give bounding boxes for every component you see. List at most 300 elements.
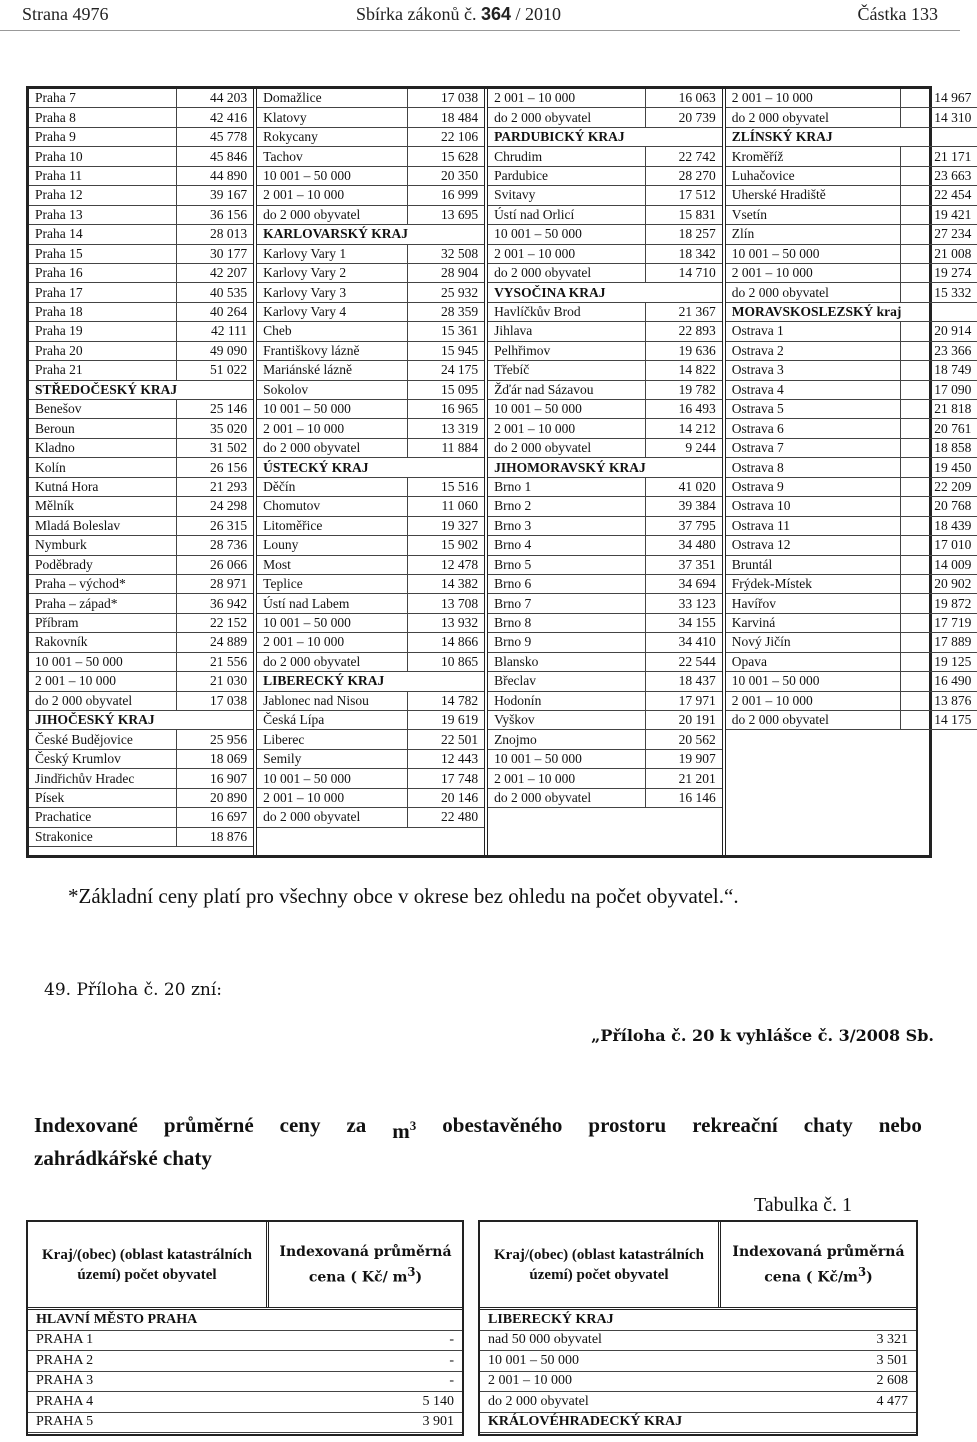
table-row bbox=[29, 478, 253, 497]
price-value: 15 361 bbox=[407, 322, 484, 340]
table-row bbox=[29, 89, 253, 108]
price-value: 34 410 bbox=[645, 633, 722, 651]
area-name: Sokolov bbox=[263, 381, 309, 397]
area-name: ÚSTECKÝ KRAJ bbox=[263, 459, 369, 475]
area-name: Praha – západ* bbox=[35, 595, 118, 611]
area-name: Benešov bbox=[35, 401, 82, 417]
area-name: Chrudim bbox=[494, 148, 543, 164]
table-row bbox=[28, 1413, 462, 1434]
price-value: 45 846 bbox=[176, 147, 253, 165]
price-value: 18 484 bbox=[407, 108, 484, 126]
price-value: 14 822 bbox=[645, 361, 722, 379]
table-row bbox=[480, 1372, 916, 1393]
table-row bbox=[29, 808, 253, 827]
price-value: 26 066 bbox=[176, 556, 253, 574]
table-row bbox=[726, 672, 977, 691]
price-value: 24 175 bbox=[407, 361, 484, 379]
table-row bbox=[257, 497, 484, 516]
price-value: 19 619 bbox=[407, 711, 484, 729]
area-name: Ostrava 4 bbox=[731, 381, 784, 397]
table-row bbox=[257, 750, 484, 769]
table-row bbox=[488, 225, 722, 244]
area-name: do 2 000 obyvatel bbox=[494, 265, 592, 281]
price-value: 23 663 bbox=[900, 167, 977, 185]
table-row bbox=[726, 614, 977, 633]
table-row bbox=[488, 730, 722, 749]
price-value: 20 191 bbox=[645, 711, 722, 729]
table-row bbox=[29, 206, 253, 225]
area-name: Mladá Boleslav bbox=[35, 517, 121, 533]
area-name: Kolín bbox=[35, 459, 66, 475]
price-value: 13 708 bbox=[407, 594, 484, 612]
area-name: Jihlava bbox=[494, 323, 533, 339]
title-word: rekreační bbox=[692, 1113, 778, 1137]
price-value: 31 502 bbox=[176, 439, 253, 457]
table-row bbox=[257, 594, 484, 613]
area-name: Liberec bbox=[263, 731, 305, 747]
area-name: do 2 000 obyvatel bbox=[494, 789, 592, 805]
table-row bbox=[29, 342, 253, 361]
table-row bbox=[29, 419, 253, 438]
area-name: STŘEDOČESKÝ KRAJ bbox=[35, 381, 178, 397]
price-value: 37 795 bbox=[645, 517, 722, 535]
area-name: Praha 19 bbox=[35, 323, 83, 339]
area-name: Brno 3 bbox=[494, 517, 532, 533]
price-value: 19 872 bbox=[900, 594, 977, 612]
table-row bbox=[488, 478, 722, 497]
area-name: 2 001 – 10 000 bbox=[731, 265, 813, 281]
table-row bbox=[726, 225, 977, 244]
price-value: 20 146 bbox=[407, 789, 484, 807]
title-word: průměrné bbox=[163, 1113, 254, 1137]
price-value: 17 719 bbox=[900, 614, 977, 632]
price-value: 42 111 bbox=[176, 322, 253, 340]
area-name: Karviná bbox=[731, 615, 776, 631]
area-name: 10 001 – 50 000 bbox=[731, 245, 820, 261]
table-row bbox=[257, 692, 484, 711]
area-name: 10 001 – 50 000 bbox=[263, 167, 351, 183]
area-name: Nový Jičín bbox=[731, 634, 791, 650]
table-column bbox=[257, 89, 488, 855]
area-name: Znojmo bbox=[494, 731, 537, 747]
price-value: 22 152 bbox=[176, 614, 253, 632]
price-value: 20 890 bbox=[176, 789, 253, 807]
price-value: 44 890 bbox=[176, 167, 253, 185]
area-name: 2 001 – 10 000 bbox=[263, 420, 345, 436]
price-value: 20 902 bbox=[900, 575, 977, 593]
table-caption: Tabulka č. 1 bbox=[753, 1194, 852, 1216]
price-value bbox=[177, 381, 253, 399]
price-value: 25 956 bbox=[176, 730, 253, 748]
area-name: Ústí nad Labem bbox=[263, 595, 350, 611]
table-row bbox=[726, 108, 977, 127]
price-value: 16 063 bbox=[645, 89, 722, 107]
price-value: 14 212 bbox=[645, 419, 722, 437]
area-name: Brno 6 bbox=[494, 576, 532, 592]
table-row bbox=[488, 536, 722, 555]
table-row bbox=[488, 206, 722, 225]
area-name: Ostrava 3 bbox=[731, 362, 784, 378]
table-row bbox=[28, 1351, 462, 1372]
price-value: 20 768 bbox=[900, 497, 977, 515]
table-row bbox=[488, 89, 722, 108]
table-row bbox=[257, 147, 484, 166]
table-row bbox=[29, 167, 253, 186]
table-row bbox=[29, 828, 253, 847]
table-row bbox=[726, 556, 977, 575]
area-name: Františkovy lázně bbox=[263, 342, 360, 358]
table-row bbox=[29, 147, 253, 166]
price-value: 26 315 bbox=[176, 517, 253, 535]
table-row bbox=[726, 283, 977, 302]
area-name: Příbram bbox=[35, 615, 79, 631]
header-region: Kraj/(obec) (oblast katastrálních území) počet obyvatel bbox=[28, 1222, 269, 1307]
price-value: 16 146 bbox=[645, 789, 722, 807]
area-name: Karlovy Vary 1 bbox=[263, 245, 347, 261]
price-value: 17 889 bbox=[900, 633, 977, 651]
table-row bbox=[726, 400, 977, 419]
table-row bbox=[480, 1392, 916, 1413]
price-value: 25 146 bbox=[176, 400, 253, 418]
area-name: Hodonín bbox=[494, 692, 542, 708]
table-row bbox=[480, 1331, 916, 1352]
price-value: 18 858 bbox=[900, 439, 977, 457]
area-name: Ostrava 5 bbox=[731, 401, 784, 417]
table-row bbox=[488, 653, 722, 672]
table-row bbox=[257, 439, 484, 458]
table-row bbox=[257, 575, 484, 594]
price-value bbox=[408, 672, 484, 690]
footnote: *Základní ceny platí pro všechny obce v okrese bez ohledu na počet obyvatel.“. bbox=[68, 884, 739, 908]
area-name: 10 001 – 50 000 bbox=[488, 1352, 579, 1368]
price-value: 16 493 bbox=[645, 400, 722, 418]
table-row bbox=[29, 517, 253, 536]
area-name: MORAVSKOSLEZSKÝ kraj bbox=[731, 304, 902, 320]
table-row bbox=[257, 400, 484, 419]
price-value: 20 761 bbox=[900, 419, 977, 437]
area-name: nad 50 000 obyvatel bbox=[488, 1332, 602, 1348]
region-heading-row bbox=[488, 128, 722, 147]
price-value: 14 009 bbox=[900, 556, 977, 574]
table-row bbox=[257, 556, 484, 575]
price-value: 14 967 bbox=[900, 89, 977, 107]
area-name: PRAHA 3 bbox=[36, 1373, 94, 1389]
price-value: 22 480 bbox=[407, 808, 484, 826]
area-name: LIBERECKÝ KRAJ bbox=[488, 1311, 614, 1327]
price-value: 24 298 bbox=[176, 497, 253, 515]
table-row bbox=[29, 303, 253, 322]
table-row bbox=[488, 322, 722, 341]
area-name: Ostrava 9 bbox=[731, 478, 784, 494]
area-name: Luhačovice bbox=[731, 167, 795, 183]
area-name: Praha 16 bbox=[35, 265, 83, 281]
price-value: 17 010 bbox=[900, 536, 977, 554]
area-name: České Budějovice bbox=[35, 731, 133, 747]
price-value: 32 508 bbox=[407, 245, 484, 263]
area-name: Brno 7 bbox=[494, 595, 532, 611]
table-row bbox=[257, 633, 484, 652]
price-value: 16 697 bbox=[176, 808, 253, 826]
table-row bbox=[488, 419, 722, 438]
price-value: 12 443 bbox=[407, 750, 484, 768]
area-name: Ostrava 10 bbox=[731, 498, 791, 514]
region-heading-row bbox=[29, 381, 253, 400]
area-name: 10 001 – 50 000 bbox=[263, 770, 351, 786]
price-value: 15 516 bbox=[407, 478, 484, 496]
table-row bbox=[257, 517, 484, 536]
table-column bbox=[488, 89, 726, 855]
table-row bbox=[726, 419, 977, 438]
table-row bbox=[29, 750, 253, 769]
price-value: 18 876 bbox=[176, 828, 253, 846]
price-value: 3 901 bbox=[422, 1414, 454, 1430]
area-name: 2 001 – 10 000 bbox=[494, 420, 576, 436]
region-heading-row bbox=[726, 128, 977, 147]
table-row bbox=[257, 614, 484, 633]
area-name: Praha – východ* bbox=[35, 576, 126, 592]
area-name: Praha 8 bbox=[35, 109, 76, 125]
right-index-table bbox=[478, 1220, 918, 1436]
area-name: Litoměřice bbox=[263, 517, 323, 533]
header-price: Indexovaná průměrná cena ( $Kč/m^3$) bbox=[732, 1243, 905, 1286]
table-row bbox=[257, 128, 484, 147]
price-value: 21 030 bbox=[176, 672, 253, 690]
area-name: 2 001 – 10 000 bbox=[263, 634, 345, 650]
area-name: Rakovník bbox=[35, 634, 88, 650]
area-name: KRÁLOVÉHRADECKÝ KRAJ bbox=[488, 1414, 683, 1430]
area-name: Karlovy Vary 2 bbox=[263, 265, 347, 281]
region-heading-row bbox=[28, 1310, 462, 1331]
area-name: do 2 000 obyvatel bbox=[731, 284, 829, 300]
area-name: Beroun bbox=[35, 420, 75, 436]
area-name: do 2 000 obyvatel bbox=[263, 809, 361, 825]
price-value: 40 535 bbox=[176, 283, 253, 301]
table-row bbox=[29, 458, 253, 477]
table-row bbox=[29, 497, 253, 516]
price-value: 15 628 bbox=[407, 147, 484, 165]
area-name: Děčín bbox=[263, 478, 296, 494]
table-row bbox=[29, 633, 253, 652]
price-value: 34 155 bbox=[645, 614, 722, 632]
price-value: 13 932 bbox=[407, 614, 484, 632]
price-value bbox=[646, 128, 722, 146]
area-name: 2 001 – 10 000 bbox=[494, 770, 576, 786]
price-value bbox=[177, 711, 253, 729]
price-value: 28 971 bbox=[176, 575, 253, 593]
area-name: PARDUBICKÝ KRAJ bbox=[494, 129, 625, 145]
table-row bbox=[488, 342, 722, 361]
price-value: 14 710 bbox=[645, 264, 722, 282]
area-name: Kroměříž bbox=[731, 148, 784, 164]
table-row bbox=[488, 167, 722, 186]
area-name: Louny bbox=[263, 537, 299, 553]
area-name: Ústí nad Orlicí bbox=[494, 206, 575, 222]
table-row bbox=[257, 536, 484, 555]
table-row bbox=[488, 711, 722, 730]
price-value: - bbox=[449, 1332, 454, 1348]
price-value: 16 965 bbox=[407, 400, 484, 418]
price-value: 25 932 bbox=[407, 283, 484, 301]
region-heading-row bbox=[488, 458, 722, 477]
table-row bbox=[29, 536, 253, 555]
table-row bbox=[726, 594, 977, 613]
table-row bbox=[726, 478, 977, 497]
area-name: Praha 15 bbox=[35, 245, 83, 261]
area-name: JIHOČESKÝ KRAJ bbox=[35, 712, 155, 728]
area-name: PRAHA 2 bbox=[36, 1352, 94, 1368]
table-row bbox=[488, 769, 722, 788]
table-row bbox=[726, 186, 977, 205]
table-row bbox=[257, 89, 484, 108]
area-name: Domažlice bbox=[263, 90, 322, 106]
area-name: Ostrava 6 bbox=[731, 420, 784, 436]
area-name: 2 001 – 10 000 bbox=[35, 673, 116, 689]
price-value: 41 020 bbox=[645, 478, 722, 496]
price-value: 18 069 bbox=[176, 750, 253, 768]
table-row bbox=[488, 789, 722, 808]
table-row bbox=[257, 419, 484, 438]
price-value: 5 140 bbox=[422, 1393, 454, 1409]
table-row bbox=[488, 556, 722, 575]
table-row bbox=[29, 556, 253, 575]
title-word: obestavěného bbox=[442, 1113, 563, 1137]
area-name: Teplice bbox=[263, 576, 303, 592]
price-value bbox=[901, 128, 977, 146]
table-row bbox=[726, 575, 977, 594]
area-name: Ostrava 1 bbox=[731, 323, 784, 339]
table-row bbox=[726, 264, 977, 283]
table-column bbox=[726, 89, 977, 855]
area-name: Český Krumlov bbox=[35, 751, 121, 767]
price-value: 3 501 bbox=[876, 1352, 908, 1368]
table-row bbox=[726, 439, 977, 458]
price-value: - bbox=[449, 1373, 454, 1389]
area-name: Žďár nad Sázavou bbox=[494, 381, 594, 397]
price-value bbox=[646, 458, 722, 476]
price-value bbox=[408, 458, 484, 476]
left-index-table bbox=[26, 1220, 464, 1436]
table-row bbox=[29, 108, 253, 127]
region-heading-row bbox=[257, 672, 484, 691]
price-value: 28 904 bbox=[407, 264, 484, 282]
area-name: 2 001 – 10 000 bbox=[494, 90, 576, 106]
price-value: 45 778 bbox=[176, 128, 253, 146]
table-row bbox=[488, 186, 722, 205]
price-value: 27 234 bbox=[900, 225, 977, 243]
price-value: 35 020 bbox=[176, 419, 253, 437]
area-name: Praha 10 bbox=[35, 148, 83, 164]
price-value: 13 319 bbox=[407, 419, 484, 437]
area-name: Ostrava 7 bbox=[731, 440, 784, 456]
area-name: HLAVNÍ MĚSTO PRAHA bbox=[36, 1311, 198, 1327]
price-value: 19 907 bbox=[645, 750, 722, 768]
price-value: 49 090 bbox=[176, 342, 253, 360]
table-row bbox=[29, 789, 253, 808]
area-name: Ostrava 12 bbox=[731, 537, 791, 553]
area-name: Cheb bbox=[263, 323, 292, 339]
price-value: 28 013 bbox=[176, 225, 253, 243]
price-value: 21 556 bbox=[176, 653, 253, 671]
price-value: 11 060 bbox=[407, 497, 484, 515]
table-row bbox=[29, 769, 253, 788]
table-row bbox=[488, 381, 722, 400]
annex-heading: „Příloha č. 20 k vyhlášce č. 3/2008 Sb. bbox=[591, 1026, 934, 1045]
table-row bbox=[257, 730, 484, 749]
table-row bbox=[480, 1351, 916, 1372]
table-row bbox=[29, 361, 253, 380]
table-row bbox=[257, 167, 484, 186]
area-name: Vsetín bbox=[731, 206, 767, 222]
table-row bbox=[488, 147, 722, 166]
area-name: Karlovy Vary 3 bbox=[263, 284, 347, 300]
table-row bbox=[726, 633, 977, 652]
title-word: nebo bbox=[878, 1113, 922, 1137]
table-row bbox=[726, 322, 977, 341]
area-name: do 2 000 obyvatel bbox=[494, 440, 592, 456]
price-value: 51 022 bbox=[176, 361, 253, 379]
price-value: 21 367 bbox=[645, 303, 722, 321]
area-name: Jindřichův Hradec bbox=[35, 770, 135, 786]
price-value: 21 008 bbox=[900, 245, 977, 263]
area-name: Mělník bbox=[35, 498, 74, 514]
price-value: 21 293 bbox=[176, 478, 253, 496]
price-value: 13 876 bbox=[900, 692, 977, 710]
area-name: JIHOMORAVSKÝ KRAJ bbox=[494, 459, 646, 475]
table-row bbox=[29, 439, 253, 458]
table-row bbox=[257, 653, 484, 672]
title-word: chaty bbox=[803, 1113, 853, 1137]
area-name: Ostrava 8 bbox=[731, 459, 784, 475]
table-row bbox=[488, 594, 722, 613]
table-row bbox=[488, 439, 722, 458]
area-name: do 2 000 obyvatel bbox=[731, 109, 829, 125]
area-name: Zlín bbox=[731, 226, 755, 242]
table-row bbox=[488, 692, 722, 711]
price-value: 40 264 bbox=[176, 303, 253, 321]
table-row bbox=[29, 283, 253, 302]
section-title bbox=[34, 1112, 922, 1172]
table-row bbox=[257, 381, 484, 400]
area-name: Pelhřimov bbox=[494, 342, 551, 358]
price-value bbox=[646, 283, 722, 301]
price-value: 16 490 bbox=[900, 672, 977, 690]
area-name: Brno 1 bbox=[494, 478, 532, 494]
price-value: 21 171 bbox=[900, 147, 977, 165]
area-name: Praha 7 bbox=[35, 90, 76, 106]
item-49: 49. Příloha č. 20 zní: bbox=[44, 980, 223, 1000]
section-title-line2: zahrádkářské chaty bbox=[34, 1146, 212, 1170]
title-unit: $m^3$ bbox=[392, 1118, 417, 1143]
area-name: Mariánské lázně bbox=[263, 362, 352, 378]
price-value: 19 125 bbox=[900, 653, 977, 671]
price-value: 17 038 bbox=[176, 692, 253, 710]
area-name: Semily bbox=[263, 751, 302, 767]
table-row bbox=[726, 206, 977, 225]
table-row bbox=[726, 458, 977, 477]
price-value: 20 562 bbox=[645, 730, 722, 748]
title-word: ceny bbox=[279, 1113, 321, 1137]
title-word: Indexované bbox=[34, 1113, 138, 1137]
table-row bbox=[29, 245, 253, 264]
header-region: Kraj/(obec) (oblast katastrálních území) počet obyvatel bbox=[480, 1222, 721, 1307]
area-name: Chomutov bbox=[263, 498, 321, 514]
area-name: 10 001 – 50 000 bbox=[731, 673, 820, 689]
table-row bbox=[488, 575, 722, 594]
table-column bbox=[29, 89, 257, 855]
price-value: 30 177 bbox=[176, 245, 253, 263]
price-value: 15 095 bbox=[407, 381, 484, 399]
price-value: 19 636 bbox=[645, 342, 722, 360]
